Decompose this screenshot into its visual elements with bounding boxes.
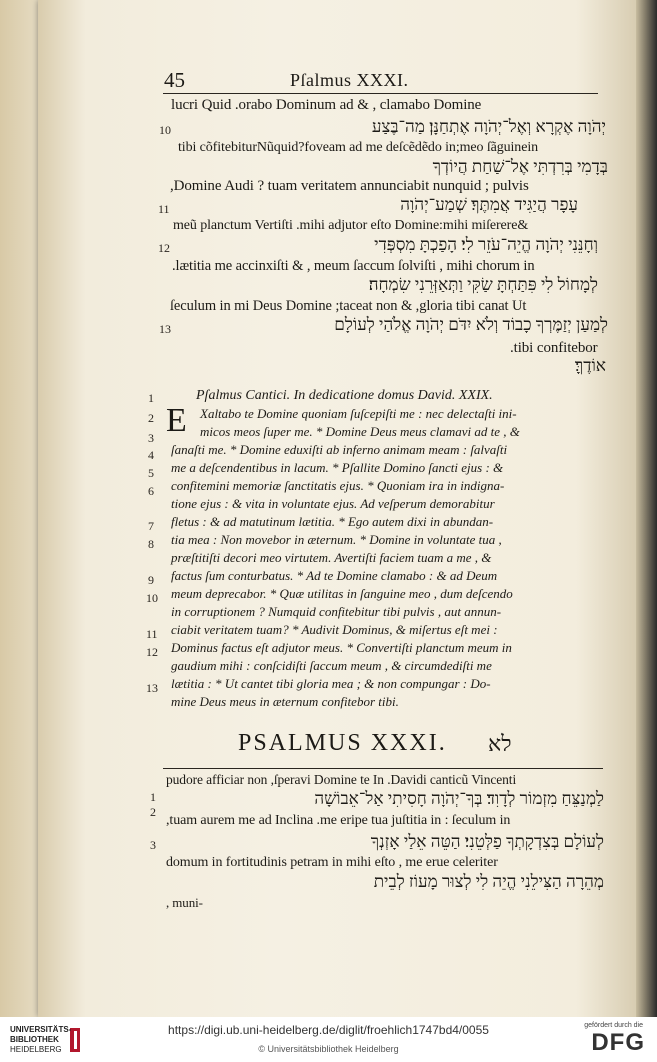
latin-line: me a deſcendentibus in lacum. * Pſallite Domino ſancti ejus : & xyxy=(171,460,504,475)
drop-cap: E xyxy=(166,402,187,439)
margin-number: 8 xyxy=(148,537,154,551)
margin-number: 9 xyxy=(148,573,154,587)
section-rule xyxy=(163,768,603,769)
margin-number: 4 xyxy=(148,448,154,462)
text-line: lucri Quid .orabo Dominum ad & , clamabo Domine xyxy=(171,97,482,113)
latin-line: Xaltabo te Domine quoniam ſuſcepiſti me : nec delectaſti ini- xyxy=(200,406,517,421)
latin-line: confitemini memoriæ ſanctitatis ejus. * Quoniam ira in indigna- xyxy=(171,478,505,493)
hebrew-line: לַמְנַצֵּחַ מִזְמוֹר לְדָוִד׃ בְּךָ־יְהֹוָה חָסִיתִי אַל־אֵבוֹשָׁה xyxy=(314,789,604,808)
running-head: Pſalmus XXXI. xyxy=(290,70,409,90)
hebrew-line: מְהֵרָה הַצִּילֵנִי הֱיֵה לִי לְצוּר מָעוֹז לְבֵית xyxy=(373,872,604,891)
latin-line: meum deprecabor. * Quæ utilitas in ſanguine meo , dum deſcendo xyxy=(171,586,513,601)
page-edge-shadow xyxy=(636,0,657,1017)
text-line: domum in fortitudinis petram in mihi eſto , me erue celeriter xyxy=(166,855,498,870)
margin-number: 11 xyxy=(146,627,158,641)
hebrew-line: לְמָחוֹל לִי פִּתַּחְתָּ שַׂקִּי וַתְּאַזְּרֵנִי שִׂמְחָה׃ xyxy=(368,275,598,294)
latin-line: gaudium mihi : conſcidiſti ſaccum meum , & circumdediſti me xyxy=(171,658,492,673)
viewer-footer xyxy=(0,1017,657,1062)
text-line: ,Domine Audi ? tuam veritatem annunciabit nunquid ; pulvis xyxy=(170,178,529,194)
latin-line: factus ſum conturbatus. * Ad te Domine clamabo : & ad Deum xyxy=(171,568,498,583)
header-rule xyxy=(163,93,598,94)
margin-number: 3 xyxy=(150,838,156,852)
text-line: .tibi confitebor xyxy=(510,340,598,356)
margin-number: 1 xyxy=(148,391,154,405)
verse-number: 12 xyxy=(158,241,170,255)
margin-number: 12 xyxy=(146,645,158,659)
hebrew-line: לְעוֹלָם בְּצִדְקָתְךָ פַלְּטֵנִי׃ הַטֵּה אֵלַי אָזְנְךָ xyxy=(370,832,604,851)
text-line: ſeculum in mi Deus Domine ;taceat non & ,gloria tibi canat Ut xyxy=(170,298,527,314)
hebrew-line: אוֹדֶךָּ׃ xyxy=(574,356,606,375)
library-name-line: UNIVERSITÄTS- xyxy=(10,1025,72,1034)
latin-line: fletus : & ad matutinum lætitia. * Ego autem dixi in abundan- xyxy=(171,514,494,529)
latin-line: ſanaſti me. * Domine eduxiſti ab inferno animam meam : ſalvaſti xyxy=(171,442,508,457)
book-page xyxy=(38,0,636,1017)
latin-line: micos meos ſuper me. * Domine Deus meus clamavi ad te , & xyxy=(200,424,520,439)
dfg-logo: DFG xyxy=(591,1029,645,1056)
latin-line: in corruptionem ? Numquid confitebitur tibi pulvis , aut annun- xyxy=(171,604,502,619)
latin-line: lætitia : * Ut cantet tibi gloria mea ; & non compungar : Do- xyxy=(171,676,491,691)
funding-note: gefördert durch die xyxy=(584,1022,643,1029)
margin-number: 3 xyxy=(148,431,154,445)
latin-line: tione ejus : & vita in voluntate ejus. Ad veſperum demorabitur xyxy=(171,496,495,511)
text-line: , muni- xyxy=(166,895,203,910)
hebrew-line: יְהֹוָה אֶקְרָא וְאֶל־יְהֹוָה אֶתְחַנָּן׃ מַה־בֶּצַע xyxy=(371,117,606,136)
page-number: 45 xyxy=(164,68,185,92)
psalm-heading: PSALMUS XXXI. xyxy=(238,730,447,756)
text-line: .lætitia me accinxiſti & , meum ſaccum ſolviſti , mihi chorum in xyxy=(172,258,535,274)
latin-line: Dominus factus eſt adjutor meus. * Convertiſti planctum meum in xyxy=(171,640,512,655)
text-line: ,tuam aurem me ad Inclina .me eripe tua juſtitia in : ſeculum in xyxy=(166,813,511,828)
library-name-line: HEIDELBERG xyxy=(10,1045,62,1054)
margin-number: 5 xyxy=(148,466,154,480)
permalink[interactable]: https://digi.ub.uni-heidelberg.de/diglit/froehlich1747bd4/0055 xyxy=(168,1023,489,1037)
margin-number: 1 xyxy=(150,790,156,804)
hebrew-line: לְמַעַן יְזַמֶּרְךָ כָבוֹד וְלֹא יִדֹּם יְהֹוָה אֱלֹהַי לְעוֹלָם xyxy=(334,315,608,334)
copyright-notice: © Universitätsbibliothek Heidelberg xyxy=(258,1044,399,1054)
latin-line: ciabit veritatem tuam? * Audivit Dominus, & miſertus eſt mei : xyxy=(171,622,498,637)
latin-line: tia mea : Non movebor in æternum. * Domine in voluntate tua , xyxy=(171,532,502,547)
verse-number: 11 xyxy=(158,202,170,216)
hebrew-line: בְּדָמִי בְּרִדְתִּי אֶל־שַׁחַת הֲיוֹדְךָ xyxy=(432,157,608,176)
psalm-title: Pſalmus Cantici. In dedicatione domus David. XXIX. xyxy=(196,388,493,403)
text-line: pudore afficiar non ,ſperavi Domine te In .Davidi canticũ Vincenti xyxy=(166,772,517,787)
latin-line: præſtitiſti decori meo virtutem. Avertiſti faciem tuam a me , & xyxy=(171,550,492,565)
latin-line: mine Deus meus in æternum confitebor tibi. xyxy=(171,694,399,709)
library-name-line: BIBLIOTHEK xyxy=(10,1035,59,1044)
margin-number: 13 xyxy=(146,681,158,695)
hebrew-line: וְחָנֵּנִי יְהֹוָה הֱיֵה־עֹזֵר לִי׃ הָפַכְתָּ מִסְפְּדִי xyxy=(374,235,598,254)
margin-number: 7 xyxy=(148,519,154,533)
margin-number: 10 xyxy=(146,591,158,605)
margin-number: 2 xyxy=(148,411,154,425)
hebrew-line: עָפָר הֲיַגִּיד אֲמִתֶּךָ׃ שְׁמַע־יְהֹוָה xyxy=(400,195,578,214)
verse-number: 13 xyxy=(159,322,171,336)
text-line: meũ planctum Vertiſti .mihi adjutor eſto Domine:mihi miſerere& xyxy=(173,218,529,233)
verse-number: 10 xyxy=(159,123,171,137)
psalm-heading-hebrew: לא xyxy=(488,731,512,756)
margin-number: 2 xyxy=(150,805,156,819)
text-line: tibi cõfitebiturNũquid?foveam ad me deſcẽdẽdo in;meo ſãguinein xyxy=(178,140,539,155)
margin-number: 6 xyxy=(148,484,154,498)
